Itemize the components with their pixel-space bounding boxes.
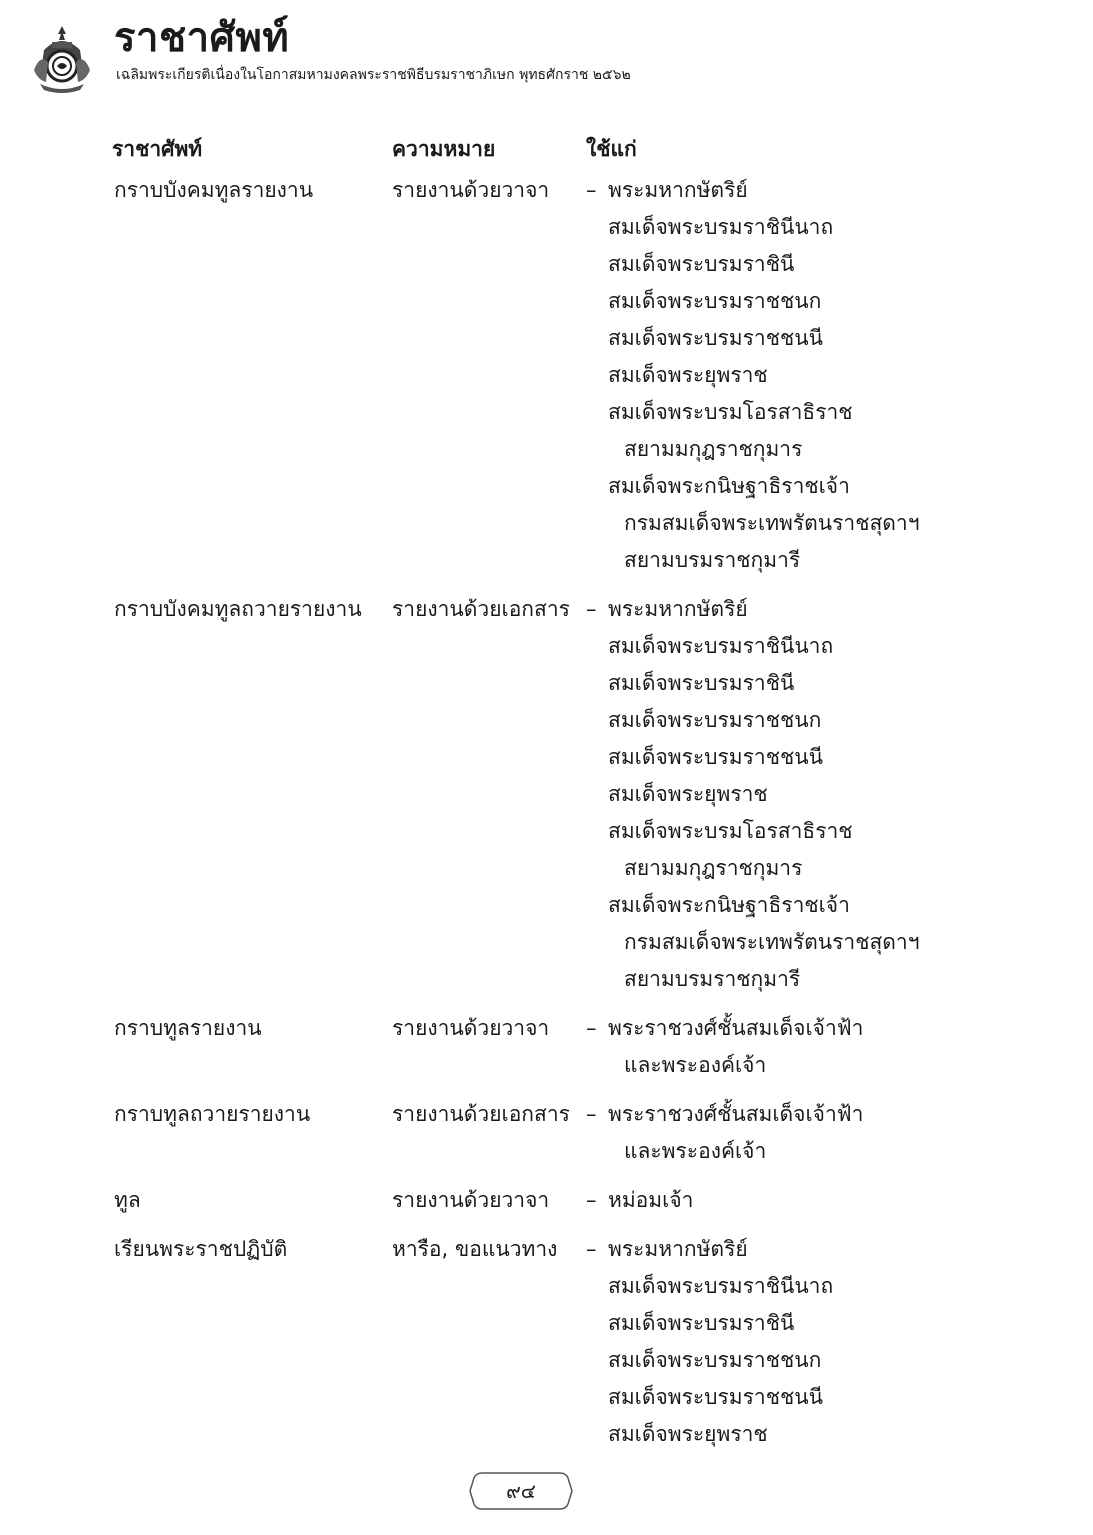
applies-to-line (586, 1231, 1012, 1268)
applies-to-line (586, 1133, 1012, 1170)
applies-to-text: สยามบรมราชกุมารี (624, 967, 801, 991)
applies-to-text: และพระองค์เจ้า (624, 1139, 767, 1163)
applies-to-text: หม่อมเจ้า (608, 1188, 694, 1212)
applies-to-text: สยามมกุฎราชกุมาร (624, 437, 803, 461)
dash-marker: – (586, 1188, 597, 1212)
applies-to-line (586, 505, 1012, 542)
applies-to-text: สมเด็จพระยุพราช (608, 363, 768, 387)
page-number: ๙๔ (506, 1479, 536, 1503)
applies-to-text: สมเด็จพระบรมราชชนนี (608, 326, 823, 350)
applies-to-text: สมเด็จพระกนิษฐาธิราชเจ้า (608, 893, 850, 917)
table-row (112, 1231, 1012, 1453)
column-header-meaning: ความหมาย (392, 137, 496, 161)
applies-to-line (586, 1182, 1012, 1219)
page-number-badge (468, 1470, 574, 1512)
applies-to-line (586, 1416, 1012, 1453)
applies-to-line (586, 172, 1012, 209)
applies-to-text: สมเด็จพระบรมราชินีนาถ (608, 1274, 834, 1298)
page-title: ราชาศัพท์ (114, 15, 290, 61)
term-cell: ทูล (114, 1188, 141, 1212)
meaning-cell: รายงานด้วยเอกสาร (392, 1102, 570, 1126)
royal-emblem-icon (30, 24, 94, 94)
term-cell: กราบทูลถวายรายงาน (114, 1102, 311, 1126)
applies-to-line (586, 665, 1012, 702)
table-header (112, 126, 1012, 172)
dash-marker: – (586, 1016, 597, 1040)
applies-to-line (586, 887, 1012, 924)
applies-to-line (586, 702, 1012, 739)
applies-to-line (586, 357, 1012, 394)
applies-to-text: สมเด็จพระบรมราชินี (608, 671, 795, 695)
applies-to-text: สมเด็จพระบรมราชชนก (608, 1348, 822, 1372)
table-row (112, 1010, 1012, 1084)
applies-to-line (586, 431, 1012, 468)
applies-to-line (586, 961, 1012, 998)
applies-to-line (586, 850, 1012, 887)
meaning-cell: หารือ, ขอแนวทาง (392, 1237, 558, 1261)
applies-to-text: สมเด็จพระยุพราช (608, 1422, 768, 1446)
table-row (112, 591, 1012, 998)
applies-to-text: สมเด็จพระบรมราชินีนาถ (608, 634, 834, 658)
meaning-cell: รายงานด้วยวาจา (392, 178, 550, 202)
column-header-applies-to: ใช้แก่ (586, 137, 637, 161)
dash-marker: – (586, 597, 597, 621)
dash-marker: – (586, 178, 597, 202)
term-cell: เรียนพระราชปฏิบัติ (114, 1237, 288, 1261)
applies-to-line (586, 394, 1012, 431)
applies-to-text: สมเด็จพระบรมราชชนก (608, 289, 822, 313)
applies-to-text: พระมหากษัตริย์ (608, 178, 748, 202)
applies-to-line (586, 283, 1012, 320)
applies-to-line (586, 468, 1012, 505)
applies-to-cell (586, 1182, 1012, 1219)
applies-to-line (586, 1268, 1012, 1305)
applies-to-line (586, 1342, 1012, 1379)
dash-marker: – (586, 1237, 597, 1261)
applies-to-line (586, 1010, 1012, 1047)
vocabulary-table (112, 126, 1012, 1465)
applies-to-line (586, 1096, 1012, 1133)
term-cell: กราบบังคมทูลรายงาน (114, 178, 314, 202)
applies-to-cell (586, 591, 1012, 998)
applies-to-cell (586, 172, 1012, 579)
applies-to-text: พระราชวงศ์ชั้นสมเด็จเจ้าฟ้า (608, 1102, 864, 1126)
applies-to-text: สมเด็จพระบรมราชินี (608, 1311, 795, 1335)
term-cell: กราบทูลรายงาน (114, 1016, 262, 1040)
table-row (112, 1096, 1012, 1170)
applies-to-text: และพระองค์เจ้า (624, 1053, 767, 1077)
applies-to-line (586, 813, 1012, 850)
applies-to-line (586, 776, 1012, 813)
meaning-cell: รายงานด้วยวาจา (392, 1188, 550, 1212)
applies-to-line (586, 246, 1012, 283)
applies-to-text: กรมสมเด็จพระเทพรัตนราชสุดาฯ (624, 511, 920, 535)
applies-to-text: สมเด็จพระยุพราช (608, 782, 768, 806)
applies-to-cell (586, 1096, 1012, 1170)
applies-to-text: พระราชวงศ์ชั้นสมเด็จเจ้าฟ้า (608, 1016, 864, 1040)
applies-to-cell (586, 1010, 1012, 1084)
applies-to-text: สมเด็จพระบรมราชชนนี (608, 745, 823, 769)
applies-to-line (586, 739, 1012, 776)
applies-to-line (586, 320, 1012, 357)
applies-to-line (586, 1379, 1012, 1416)
term-cell: กราบบังคมทูลถวายรายงาน (114, 597, 362, 621)
dash-marker: – (586, 1102, 597, 1126)
applies-to-text: สมเด็จพระบรมราชินีนาถ (608, 215, 834, 239)
applies-to-line (586, 924, 1012, 961)
meaning-cell: รายงานด้วยวาจา (392, 1016, 550, 1040)
applies-to-line (586, 1047, 1012, 1084)
column-header-term: ราชาศัพท์ (112, 137, 203, 161)
applies-to-text: สมเด็จพระบรมโอรสาธิราช (608, 400, 853, 424)
applies-to-text: สมเด็จพระบรมราชชนนี (608, 1385, 823, 1409)
applies-to-line (586, 1305, 1012, 1342)
applies-to-line (586, 542, 1012, 579)
applies-to-text: พระมหากษัตริย์ (608, 597, 748, 621)
applies-to-text: สมเด็จพระบรมราชชนก (608, 708, 822, 732)
table-row (112, 172, 1012, 579)
page-subtitle: เฉลิมพระเกียรติเนื่องในโอกาสมหามงคลพระราชพิธีบรมราชาภิเษก พุทธศักราช ๒๕๖๒ (116, 67, 631, 83)
meaning-cell: รายงานด้วยเอกสาร (392, 597, 570, 621)
table-body (112, 172, 1012, 1453)
applies-to-text: สมเด็จพระกนิษฐาธิราชเจ้า (608, 474, 850, 498)
applies-to-text: พระมหากษัตริย์ (608, 1237, 748, 1261)
applies-to-line (586, 591, 1012, 628)
applies-to-text: สมเด็จพระบรมราชินี (608, 252, 795, 276)
applies-to-text: สมเด็จพระบรมโอรสาธิราช (608, 819, 853, 843)
applies-to-line (586, 209, 1012, 246)
applies-to-text: กรมสมเด็จพระเทพรัตนราชสุดาฯ (624, 930, 920, 954)
applies-to-line (586, 628, 1012, 665)
table-row (112, 1182, 1012, 1219)
applies-to-text: สยามมกุฎราชกุมาร (624, 856, 803, 880)
applies-to-text: สยามบรมราชกุมารี (624, 548, 801, 572)
applies-to-cell (586, 1231, 1012, 1453)
